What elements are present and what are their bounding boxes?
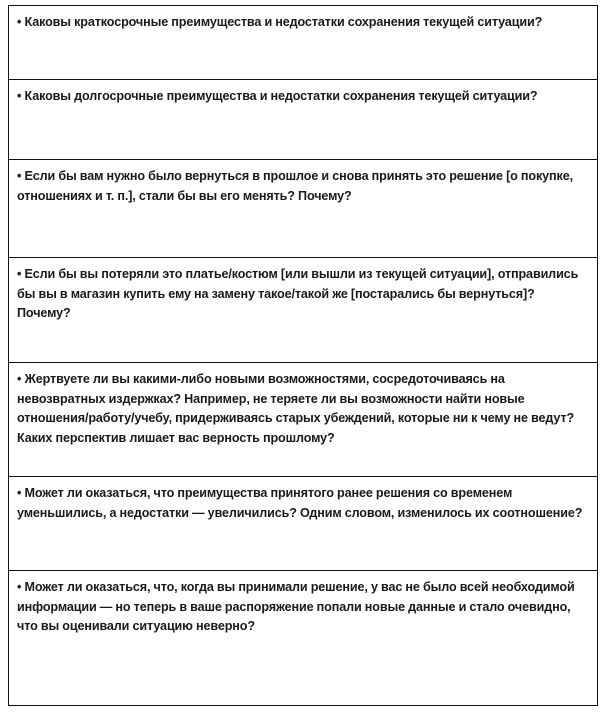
question-text-2: • Каковы долгосрочные преимущества и недостатки сохранения текущей ситуации? [17, 89, 538, 103]
question-box-3[interactable] [8, 159, 598, 257]
question-text-6: • Может ли оказаться, что преимущества принятого ранее решения со временем уменьшились, а недостатки — увеличились? Одним словом, изменилось их соотношение? [17, 486, 583, 520]
question-text-3: • Если бы вам нужно было вернуться в прошлое и снова принять это решение [о покупке, отношениях и т. п.], стали бы вы его менять? Почему? [17, 169, 573, 203]
question-box-7[interactable] [8, 570, 598, 706]
question-box-5[interactable] [8, 362, 598, 476]
question-worksheet [8, 5, 598, 706]
question-box-1[interactable] [8, 5, 598, 79]
question-text-1: • Каковы краткосрочные преимущества и недостатки сохранения текущей ситуации? [17, 15, 543, 29]
question-box-6[interactable] [8, 476, 598, 570]
question-text-4: • Если бы вы потеряли это платье/костюм [или вышли из текущей ситуации], отправились бы вы в магазин купить ему на замену такое/такой же [постарались бы вернуться]? Почему? [17, 267, 579, 321]
question-text-7: • Может ли оказаться, что, когда вы принимали решение, у вас не было всей необходимой информации — но теперь в ваше распоряжение попали новые данные и стало очевидно, что вы оценивали ситуацию неверно? [17, 580, 575, 634]
question-box-2[interactable] [8, 79, 598, 159]
question-box-4[interactable] [8, 257, 598, 362]
question-text-5: • Жертвуете ли вы какими-либо новыми возможностями, сосредоточиваясь на невозвратных издержках? Например, не теряете ли вы возможности найти новые отношения/работу/учебу, придерживаясь старых убеждений, которые ни к чему не ведут? Каких перспектив лишает вас верность прошлому? [17, 372, 575, 445]
